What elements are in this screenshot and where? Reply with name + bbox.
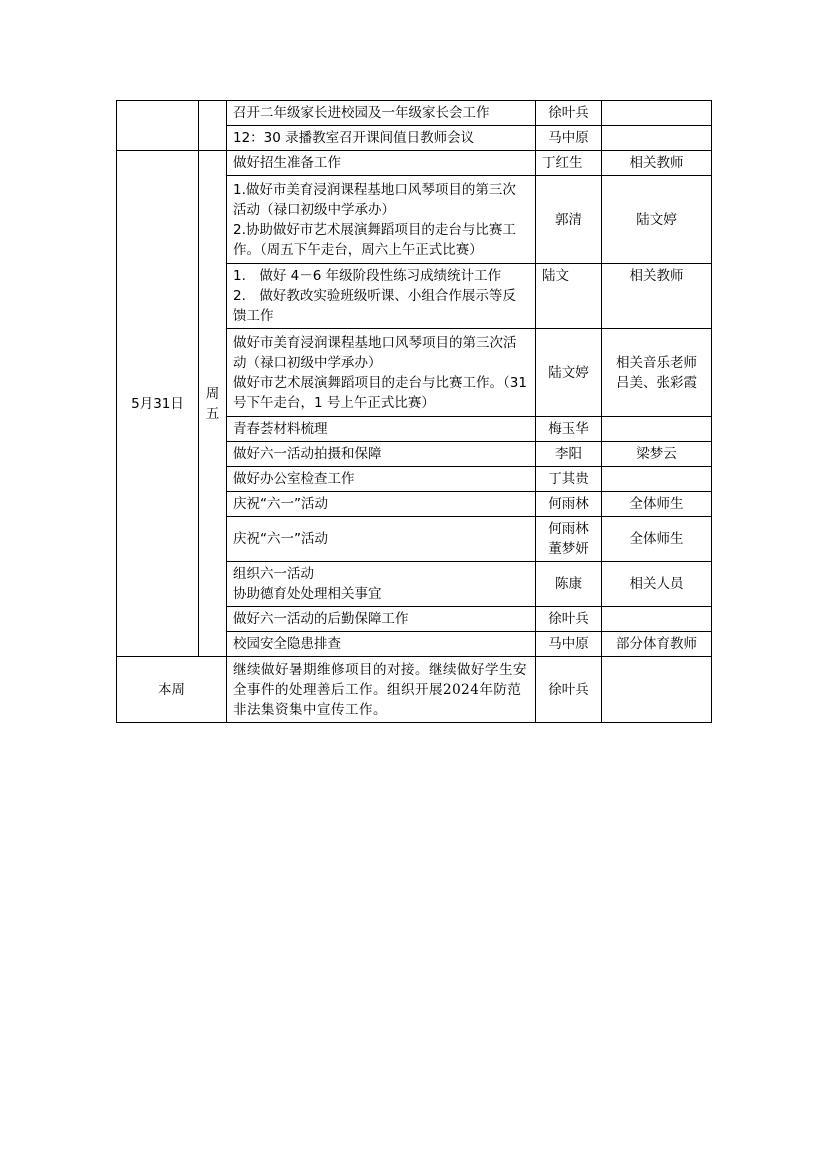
helper-cell [602,467,712,492]
person-cell: 李阳 [536,442,602,467]
person-cell: 陈康 [536,562,602,607]
person-cell: 陆文 [536,264,602,329]
person-cell [536,517,602,562]
person-cell: 郭清 [536,176,602,264]
helper-cell: 梁梦云 [602,442,712,467]
task-cell: 校园安全隐患排查 [227,632,536,657]
person-cell: 马中原 [536,126,602,151]
helper-name: 相关音乐老师 [616,354,697,371]
person-cell: 徐叶兵 [536,607,602,632]
helper-cell [602,126,712,151]
date-cell: 5月31日 [117,151,199,657]
person-cell: 徐叶兵 [536,657,602,723]
helper-cell [602,101,712,126]
helper-cell: 陆文婷 [602,176,712,264]
task-cell: 召开二年级家长进校园及一年级家长会工作 [227,101,536,126]
schedule-table [116,100,712,723]
helper-cell: 全体师生 [602,492,712,517]
person-cell: 丁其贵 [536,467,602,492]
table-row [117,101,712,126]
task-cell: 组织六一活动 协助德育处处理相关事宜 [227,562,536,607]
helper-cell [602,329,712,417]
person-cell: 丁红生 [536,151,602,176]
weekday-char: 五 [205,405,220,422]
task-cell: 做好招生准备工作 [227,151,536,176]
helper-cell: 相关教师 [602,151,712,176]
task-cell: 做好市美育浸润课程基地口风琴项目的第三次活动（禄口初级中学承办） 做好市艺术展演舞蹈项目的走台与比赛工作。（31 号下午走台，1 号上午正式比赛） [227,329,536,417]
person-cell: 陆文婷 [536,329,602,417]
task-cell: 1. 做好 4－6 年级阶段性练习成绩统计工作 2. 做好教改实验班级听课、小组合作展示等反馈工作 [227,264,536,329]
person-cell: 马中原 [536,632,602,657]
helper-cell: 全体师生 [602,517,712,562]
person-cell: 梅玉华 [536,417,602,442]
helper-cell: 部分体育教师 [602,632,712,657]
helper-name: 吕美、张彩霞 [616,374,697,391]
task-cell: 做好六一活动拍摄和保障 [227,442,536,467]
person-cell: 徐叶兵 [536,101,602,126]
week-label-cell: 本周 [117,657,227,723]
table-row [117,657,712,723]
helper-cell [602,657,712,723]
helper-cell [602,417,712,442]
weekday-cell [199,151,227,657]
person-name: 董梦妍 [548,541,589,557]
person-cell: 何雨林 [536,492,602,517]
helper-cell: 相关教师 [602,264,712,329]
task-cell: 庆祝“六一”活动 [227,492,536,517]
task-cell: 12：30 录播教室召开课间值日教师会议 [227,126,536,151]
task-cell: 庆祝“六一”活动 [227,517,536,562]
task-cell: 做好六一活动的后勤保障工作 [227,607,536,632]
date-cell-previous [117,101,199,151]
table-row [117,151,712,176]
task-cell: 青春荟材料梳理 [227,417,536,442]
weekday-char: 周 [205,385,220,402]
task-cell: 1.做好市美育浸润课程基地口风琴项目的第三次活动（禄口初级中学承办） 2.协助做好市艺术展演舞蹈项目的走台与比赛工作。（周五下午走台，周六上午正式比赛） [227,176,536,264]
helper-cell [602,607,712,632]
weekday-cell-previous [199,101,227,151]
task-cell: 做好办公室检查工作 [227,467,536,492]
person-name: 何雨林 [548,521,589,537]
helper-cell: 相关人员 [602,562,712,607]
week-task-cell: 继续做好暑期维修项目的对接。继续做好学生安全事件的处理善后工作。组织开展2024年防范非法集资集中宣传工作。 [227,657,536,723]
